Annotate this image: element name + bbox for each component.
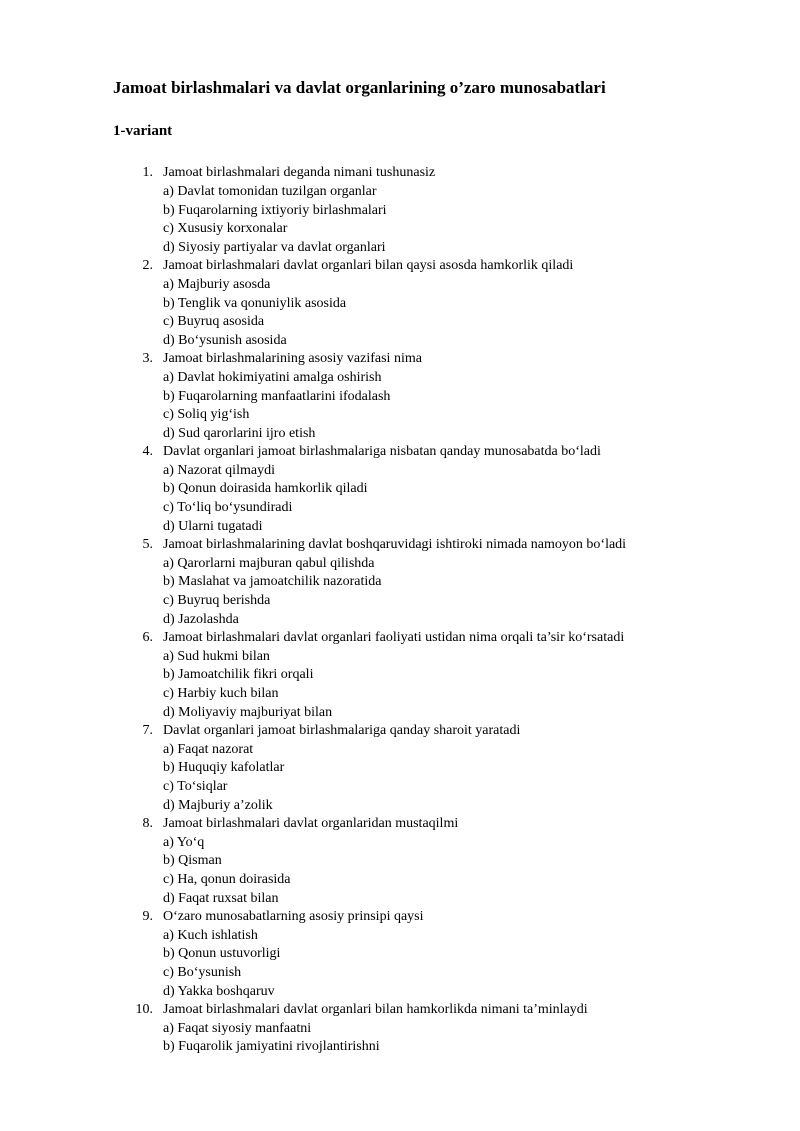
question-content: [163, 164, 710, 257]
question-text: Davlat organlari jamoat birlashmalariga nisbatan qanday munosabatda bo‘ladi: [163, 444, 601, 460]
document-title: Jamoat birlashmalari va davlat organlarining o’zaro munosabatlari: [113, 78, 606, 97]
answer-option: a) Sud hukmi bilan: [163, 648, 270, 664]
question-item: [125, 350, 710, 443]
answer-option: a) Majburiy asosda: [163, 276, 271, 292]
answer-option: c) Buyruq asosida: [163, 314, 265, 330]
question-content: [163, 443, 710, 536]
answer-option: c) To‘liq bo‘ysundiradi: [163, 500, 293, 516]
answer-option: c) Ha, qonun doirasida: [163, 871, 291, 887]
question-item: [125, 722, 710, 815]
question-content: [163, 722, 710, 815]
question-options: [163, 555, 710, 629]
answer-option: b) Qisman: [163, 853, 222, 869]
answer-option: a) Qarorlarni majburan qabul qilishda: [163, 555, 375, 571]
answer-option: a) Davlat tomonidan tuzilgan organlar: [163, 183, 377, 199]
answer-option: d) Siyosiy partiyalar va davlat organlari: [163, 239, 386, 255]
answer-option: b) Fuqarolik jamiyatini rivojlantirishni: [163, 1039, 380, 1055]
question-options: [163, 369, 710, 443]
answer-option: a) Davlat hokimiyatini amalga oshirish: [163, 369, 382, 385]
answer-option: b) Jamoatchilik fikri orqali: [163, 667, 314, 683]
question-number: 4.: [142, 444, 153, 460]
question-number: 7.: [142, 723, 153, 739]
question-text: Jamoat birlashmalari davlat organlaridan mustaqilmi: [163, 816, 459, 832]
question-options: [163, 648, 710, 722]
answer-option: d) Sud qarorlarini ijro etish: [163, 425, 316, 441]
answer-option: b) Fuqarolarning manfaatlarini ifodalash: [163, 388, 391, 404]
answer-option: a) Faqat siyosiy manfaatni: [163, 1020, 312, 1036]
question-content: [163, 257, 710, 350]
question-content: [163, 536, 710, 629]
question-number: 10.: [135, 1002, 153, 1018]
answer-option: d) Ularni tugatadi: [163, 518, 263, 534]
question-options: [163, 183, 710, 257]
question-text: Jamoat birlashmalari davlat organlari bilan hamkorlikda nimani ta’minlaydi: [163, 1002, 588, 1018]
question-text: Jamoat birlashmalarining asosiy vazifasi nima: [163, 351, 422, 367]
question-content: [163, 1001, 710, 1057]
question-content: [163, 815, 710, 908]
question-text: Jamoat birlashmalari davlat organlari faoliyati ustidan nima orqali ta’sir ko‘rsatadi: [163, 630, 625, 646]
question-item: [125, 257, 710, 350]
answer-option: b) Qonun ustuvorligi: [163, 946, 281, 962]
question-number: 5.: [142, 537, 153, 553]
question-item: [125, 164, 710, 257]
variant-heading: 1-variant: [113, 123, 173, 140]
question-item: [125, 1001, 710, 1057]
answer-option: d) Jazolashda: [163, 611, 239, 627]
question-list: [125, 164, 710, 1057]
question-text: Jamoat birlashmalarining davlat boshqaruvidagi ishtiroki nimada namoyon bo‘ladi: [163, 537, 627, 553]
answer-option: d) Majburiy a’zolik: [163, 797, 273, 813]
answer-option: a) Nazorat qilmaydi: [163, 462, 275, 478]
question-options: [163, 1020, 710, 1057]
question-content: [163, 908, 710, 1001]
question-item: [125, 629, 710, 722]
question-text: Jamoat birlashmalari deganda nimani tushunasiz: [163, 165, 436, 181]
answer-option: b) Fuqarolarning ixtiyoriy birlashmalari: [163, 202, 387, 218]
question-text: Jamoat birlashmalari davlat organlari bilan qaysi asosda hamkorlik qiladi: [163, 258, 574, 274]
question-item: [125, 908, 710, 1001]
answer-option: d) Yakka boshqaruv: [163, 983, 275, 999]
question-number: 3.: [142, 351, 153, 367]
question-item: [125, 443, 710, 536]
question-number: 1.: [142, 165, 153, 181]
answer-option: a) Faqat nazorat: [163, 741, 254, 757]
answer-option: d) Faqat ruxsat bilan: [163, 890, 279, 906]
answer-option: c) To‘siqlar: [163, 778, 228, 794]
question-content: [163, 629, 710, 722]
answer-option: d) Moliyaviy majburiyat bilan: [163, 704, 333, 720]
question-options: [163, 834, 710, 908]
answer-option: b) Huquqiy kafolatlar: [163, 760, 285, 776]
question-item: [125, 815, 710, 908]
answer-option: d) Bo‘ysunish asosida: [163, 332, 287, 348]
question-number: 8.: [142, 816, 153, 832]
question-item: [125, 536, 710, 629]
answer-option: c) Bo‘ysunish: [163, 964, 242, 980]
answer-option: a) Kuch ishlatish: [163, 927, 258, 943]
answer-option: a) Yo‘q: [163, 834, 205, 850]
answer-option: b) Qonun doirasida hamkorlik qiladi: [163, 481, 368, 497]
question-text: Davlat organlari jamoat birlashmalariga qanday sharoit yaratadi: [163, 723, 521, 739]
question-options: [163, 462, 710, 536]
question-options: [163, 927, 710, 1001]
answer-option: b) Maslahat va jamoatchilik nazoratida: [163, 574, 382, 590]
question-number: 9.: [142, 909, 153, 925]
question-text: O‘zaro munosabatlarning asosiy prinsipi qaysi: [163, 909, 424, 925]
question-number: 6.: [142, 630, 153, 646]
question-options: [163, 741, 710, 815]
answer-option: b) Tenglik va qonuniylik asosida: [163, 295, 347, 311]
answer-option: c) Soliq yig‘ish: [163, 407, 250, 423]
answer-option: c) Buyruq berishda: [163, 593, 271, 609]
question-content: [163, 350, 710, 443]
question-number: 2.: [142, 258, 153, 274]
answer-option: c) Xususiy korxonalar: [163, 221, 288, 237]
answer-option: c) Harbiy kuch bilan: [163, 686, 279, 702]
question-options: [163, 276, 710, 350]
